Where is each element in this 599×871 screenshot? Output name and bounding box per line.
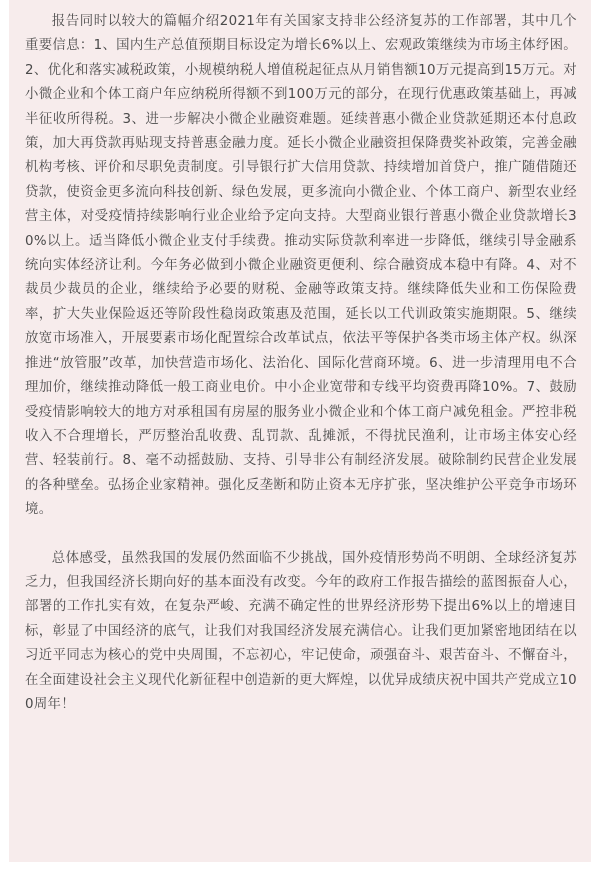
article-paragraph-2: 总体感受，虽然我国的发展仍然面临不少挑战，国外疫情形势尚不明朗、全球经济复苏乏力，但我国经济长期向好的基本面没有改变。今年的政府工作报告描绘的蓝图振奋人心，部署的工作扎实有效，在复杂严峻、充满不确定性的世界经济形势下提出6%以上的增速目标，彰显了中国经济的底气，让我们对我国经济发展充满信心。让我们更加紧密地团结在以习近平同志为核心的党中央周围，不忘初心，牢记使命，顽强奋斗、艰苦奋斗、不懈奋斗，在全面建设社会主义现代化新征程中创造新的更大辉煌，以优异成绩庆祝中国共产党成立100周年！ bbox=[25, 550, 577, 712]
article-paragraph-1: 报告同时以较大的篇幅介绍2021年有关国家支持非公经济复苏的工作部署，其中几个重要信息：1、国内生产总值预期目标设定为增长6%以上、宏观政策继续为市场主体纾困。2、优化和落实减税政策，小规模纳税人增值税起征点从月销售额10万元提高到15万元。对小微企业和个体工商户年应纳税所得额不到100万元的部分，在现行优惠政策基础上，再减半征收所得税。3、进一步解决小微企业融资难题。延续普惠小微企业贷款延期还本付息政策，加大再贷款再贴现支持普惠金融力度。延长小微企业融资担保降费奖补政策，完善金融机构考核、评价和尽职免责制度。引导银行扩大信用贷款、持续增加首贷户，推广随借随还贷款，使资金更多流向科技创新、绿色发展，更多流向小微企业、个体工商户、新型农业经营主体，对受疫情持续影响行业企业给予定向支持。大型商业银行普惠小微企业贷款增长30%以上。适当降低小微企业支付手续费。推动实际贷款利率进一步降低，继续引导金融系统向实体经济让利。今年务必做到小微企业融资更便利、综合融资成本稳中有降。4、对不裁员少裁员的企业，继续给予必要的财税、金融等政策支持。继续降低失业和工伤保险费率，扩大失业保险返还等阶段性稳岗政策惠及范围，延长以工代训政策实施期限。5、继续放宽市场准入，开展要素市场化配置综合改革试点，依法平等保护各类市场主体产权。纵深推进“放管服”改革，加快营造市场化、法治化、国际化营商环境。6、进一步清理用电不合理加价，继续推动降低一般工商业电价。中小企业宽带和专线平均资费再降10%。7、鼓励受疫情影响较大的地方对承租国有房屋的服务业小微企业和个体工商户减免租金。严控非税收入不合理增长，严厉整治乱收费、乱罚款、乱摊派，不得扰民渔利，让市场主体安心经营、轻装前行。8、毫不动摇鼓励、支持、引导非公有制经济发展。破除制约民营企业发展的各种壁垒。弘扬企业家精神。强化反垄断和防止资本无序扩张，坚决维护公平竞争市场环境。 bbox=[25, 14, 577, 518]
article-card bbox=[9, 0, 591, 862]
